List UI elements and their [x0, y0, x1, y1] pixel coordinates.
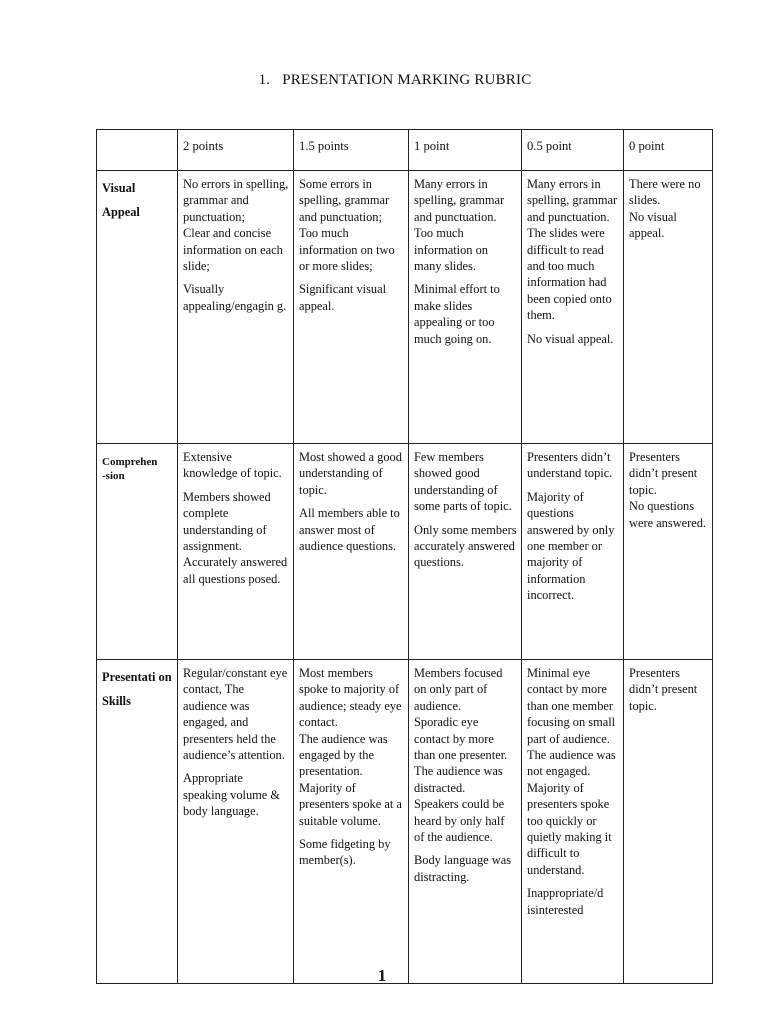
score-cell — [409, 444, 522, 660]
descriptor-text: Members focused on only part of audience. Sporadic eye contact by more than one presenter. The audience was distracted. Speakers could be heard by only half of the audience. — [414, 666, 508, 845]
descriptor-text: Few members showed good understanding of some parts of topic. — [414, 450, 512, 514]
descriptor-text: Majority of questions answered by only one member or majority of information incorrect. — [527, 489, 615, 603]
criterion-label — [97, 444, 178, 660]
title-number: 1. — [258, 72, 271, 88]
header-cell: 1 point — [409, 130, 522, 171]
criterion-label-part: Presentati on — [102, 670, 172, 684]
descriptor-text: Extensive knowledge of topic. — [183, 450, 282, 481]
descriptor-text: Regular/constant eye contact, The audience was engaged, and presenters held the audience’s attention. — [183, 666, 288, 763]
header-cell: 1.5 points — [294, 130, 409, 171]
descriptor-text: Presenters didn’t present topic. — [629, 666, 698, 713]
descriptor-text: Members showed complete understanding of assignment. Accurately answered all questions posed. — [183, 489, 288, 586]
criterion-label-part: Skills — [102, 694, 131, 709]
descriptor-text: Inappropriate/d isinterested — [527, 886, 604, 917]
score-cell — [409, 660, 522, 984]
title-text: PRESENTATION MARKING RUBRIC — [282, 72, 532, 88]
descriptor-text: Only some members accurately answered questions. — [414, 522, 517, 570]
score-cell — [178, 171, 294, 444]
criterion-label-part: Comprehen — [102, 456, 158, 468]
criterion-label — [97, 171, 178, 444]
descriptor-text: Minimal effort to make slides appealing or too much going on. — [414, 282, 500, 346]
score-cell — [409, 171, 522, 444]
criterion-row — [97, 444, 713, 660]
page-number: 1 — [377, 966, 387, 985]
descriptor-text: Body language was distracting. — [414, 853, 512, 884]
score-cell — [624, 660, 713, 984]
descriptor-text: No visual appeal. — [527, 331, 614, 346]
score-cell — [624, 444, 713, 660]
header-row — [97, 130, 713, 171]
descriptor-text: Many errors in spelling, grammar and punctuation. Too much information on many slides. — [414, 177, 505, 274]
descriptor-text: Some fidgeting by member(s). — [299, 837, 391, 868]
descriptor-text: Presenters didn’t present topic. No questions were answered. — [629, 450, 707, 530]
score-cell — [178, 444, 294, 660]
descriptor-text: Most showed a good understanding of topic. — [299, 450, 402, 497]
score-cell — [624, 171, 713, 444]
descriptor-text: All members able to answer most of audience questions. — [299, 506, 400, 554]
descriptor-text: No errors in spelling, grammar and punctuation; Clear and concise information on each slide; — [183, 177, 289, 274]
descriptor-text: There were no slides. No visual appeal. — [629, 177, 701, 241]
criterion-label-part: Appeal — [102, 205, 140, 220]
descriptor-text: Appropriate speaking volume & body language. — [183, 771, 281, 819]
descriptor-text: Presenters didn’t understand topic. — [527, 450, 613, 481]
criterion-label-part: -sion — [102, 470, 125, 482]
descriptor-text: Visually appealing/engagin g. — [183, 282, 287, 313]
score-cell — [522, 171, 624, 444]
descriptor-text: Many errors in spelling, grammar and punctuation. The slides were difficult to read and too much information had been copied onto them. — [527, 177, 618, 323]
rubric-table — [96, 129, 713, 984]
criterion-row — [97, 660, 713, 984]
criterion-row — [97, 171, 713, 444]
criterion-label-part: Visual — [102, 181, 136, 195]
descriptor-text: Minimal eye contact by more than one member focusing on small part of audience. The audience was not engaged. Majority of presenters spoke too quickly or quietly making it difficult to understand. — [527, 666, 616, 877]
score-cell — [294, 660, 409, 984]
header-corner-cell — [97, 130, 178, 171]
document-title — [0, 72, 768, 89]
header-cell: 0.5 point — [522, 130, 624, 171]
score-cell — [522, 660, 624, 984]
header-cell: 0 point — [624, 130, 713, 171]
descriptor-text: Significant visual appeal. — [299, 282, 387, 313]
header-cell: 2 points — [178, 130, 294, 171]
descriptor-text: Some errors in spelling, grammar and punctuation; Too much information on two or more slides; — [299, 177, 395, 274]
criterion-label — [97, 660, 178, 984]
descriptor-text: Most members spoke to majority of audience; steady eye contact. The audience was engaged by the presentation. Majority of presenters spoke at a suitable volume. — [299, 666, 402, 828]
score-cell — [178, 660, 294, 984]
score-cell — [294, 444, 409, 660]
score-cell — [294, 171, 409, 444]
score-cell — [522, 444, 624, 660]
